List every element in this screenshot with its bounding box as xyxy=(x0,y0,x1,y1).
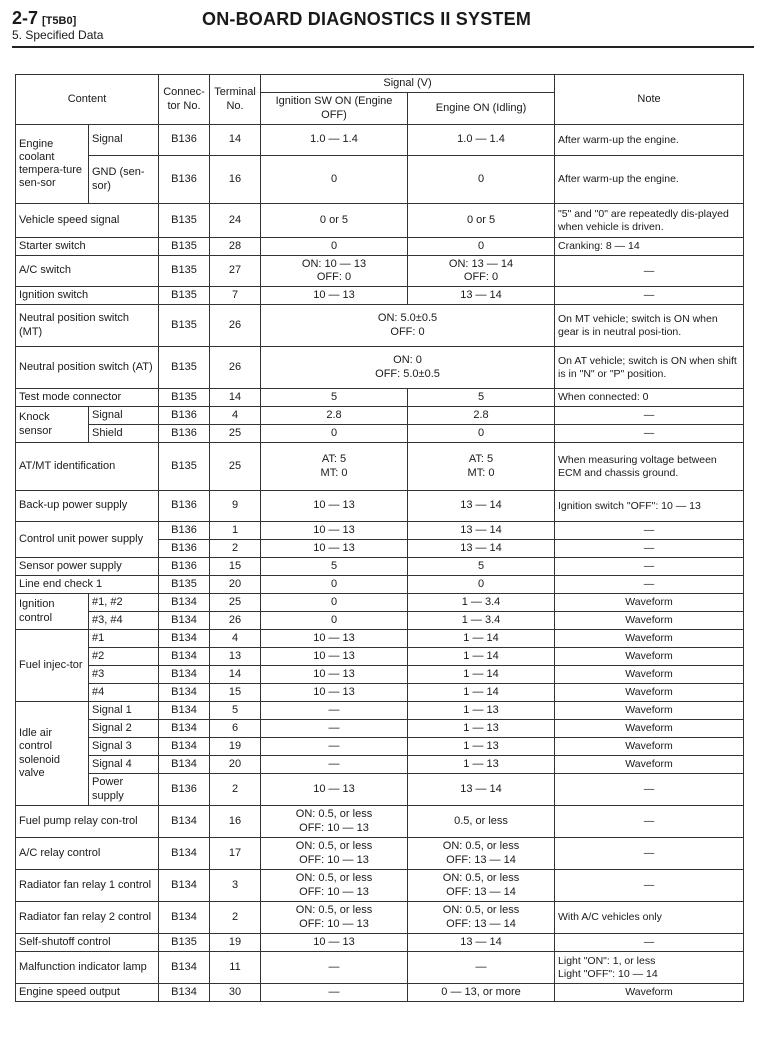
signal-engine-on: 0 xyxy=(408,156,555,204)
connector-no: B135 xyxy=(159,576,210,594)
table-row xyxy=(16,156,744,204)
row-label: Engine speed output xyxy=(16,984,159,1002)
note-cell: Waveform xyxy=(555,630,744,648)
table-body xyxy=(16,125,744,1002)
table-row xyxy=(16,806,744,838)
signal-engine-on: 0 xyxy=(408,238,555,256)
connector-no: B135 xyxy=(159,934,210,952)
table-row xyxy=(16,934,744,952)
note-cell: — xyxy=(555,425,744,443)
connector-no: B136 xyxy=(159,774,210,806)
signal-engine-on: 13 — 14 xyxy=(408,287,555,305)
row-sub-label: GND (sen-sor) xyxy=(89,156,159,204)
signal-engine-on: 13 — 14 xyxy=(408,540,555,558)
note-cell: Waveform xyxy=(555,702,744,720)
note-cell: Light "ON": 1, or less Light "OFF": 10 — 14 xyxy=(555,952,744,984)
row-label: A/C relay control xyxy=(16,838,159,870)
terminal-no: 2 xyxy=(210,902,261,934)
table-row xyxy=(16,407,744,425)
header-rule xyxy=(12,46,754,48)
signal-engine-on: 0 or 5 xyxy=(408,204,555,238)
terminal-no: 14 xyxy=(210,666,261,684)
connector-no: B135 xyxy=(159,443,210,491)
row-label: Line end check 1 xyxy=(16,576,159,594)
row-label: Radiator fan relay 2 control xyxy=(16,902,159,934)
terminal-no: 6 xyxy=(210,720,261,738)
connector-no: B134 xyxy=(159,720,210,738)
row-sub-label: #1 xyxy=(89,630,159,648)
note-cell: — xyxy=(555,522,744,540)
row-label: Ignition switch xyxy=(16,287,159,305)
page-number-text: 2-7 xyxy=(12,8,39,28)
table-row xyxy=(16,720,744,738)
terminal-no: 16 xyxy=(210,156,261,204)
connector-no: B134 xyxy=(159,738,210,756)
header-signal: Signal (V) xyxy=(261,75,555,93)
connector-no: B134 xyxy=(159,594,210,612)
row-label: Vehicle speed signal xyxy=(16,204,159,238)
signal-engine-on: 1 — 13 xyxy=(408,702,555,720)
row-sub-label: Shield xyxy=(89,425,159,443)
row-label: A/C switch xyxy=(16,256,159,287)
note-cell: Waveform xyxy=(555,648,744,666)
signal-ignition-on: 10 — 13 xyxy=(261,522,408,540)
table-row xyxy=(16,870,744,902)
signal-ignition-on: ON: 0.5, or less OFF: 10 — 13 xyxy=(261,838,408,870)
connector-no: B135 xyxy=(159,305,210,347)
table-row xyxy=(16,984,744,1002)
header-ignition-on: Ignition SW ON (Engine OFF) xyxy=(261,93,408,125)
signal-ignition-on: ON: 10 — 13 OFF: 0 xyxy=(261,256,408,287)
table-row xyxy=(16,287,744,305)
terminal-no: 4 xyxy=(210,630,261,648)
table-row xyxy=(16,576,744,594)
signal-ignition-on: 10 — 13 xyxy=(261,684,408,702)
signal-engine-on: 1 — 3.4 xyxy=(408,594,555,612)
table-row xyxy=(16,666,744,684)
connector-no: B134 xyxy=(159,702,210,720)
table-row xyxy=(16,425,744,443)
connector-no: B135 xyxy=(159,347,210,389)
connector-no: B134 xyxy=(159,984,210,1002)
terminal-no: 15 xyxy=(210,558,261,576)
terminal-no: 4 xyxy=(210,407,261,425)
signal-ignition-on: ON: 0.5, or less OFF: 10 — 13 xyxy=(261,870,408,902)
signal-both: ON: 0 OFF: 5.0±0.5 xyxy=(261,347,555,389)
terminal-no: 20 xyxy=(210,756,261,774)
note-cell: Waveform xyxy=(555,738,744,756)
signal-ignition-on: 5 xyxy=(261,558,408,576)
signal-ignition-on: 0 xyxy=(261,425,408,443)
connector-no: B134 xyxy=(159,838,210,870)
signal-engine-on: 1 — 13 xyxy=(408,756,555,774)
signal-ignition-on: — xyxy=(261,738,408,756)
signal-engine-on: 1 — 14 xyxy=(408,684,555,702)
terminal-no: 17 xyxy=(210,838,261,870)
table-row xyxy=(16,238,744,256)
signal-engine-on: 13 — 14 xyxy=(408,934,555,952)
connector-no: B134 xyxy=(159,648,210,666)
signal-ignition-on: 10 — 13 xyxy=(261,287,408,305)
connector-no: B136 xyxy=(159,522,210,540)
row-sub-label: Signal 2 xyxy=(89,720,159,738)
terminal-no: 20 xyxy=(210,576,261,594)
terminal-no: 25 xyxy=(210,425,261,443)
connector-no: B136 xyxy=(159,558,210,576)
signal-ignition-on: 10 — 13 xyxy=(261,540,408,558)
terminal-no: 25 xyxy=(210,594,261,612)
signal-ignition-on: 0 xyxy=(261,594,408,612)
signal-engine-on: ON: 0.5, or less OFF: 13 — 14 xyxy=(408,838,555,870)
signal-ignition-on: 2.8 xyxy=(261,407,408,425)
signal-engine-on: 1 — 14 xyxy=(408,630,555,648)
row-sub-label: #3 xyxy=(89,666,159,684)
note-cell: — xyxy=(555,576,744,594)
connector-no: B134 xyxy=(159,870,210,902)
note-cell: Waveform xyxy=(555,666,744,684)
signal-engine-on: 13 — 14 xyxy=(408,522,555,540)
signal-ignition-on: ON: 0.5, or less OFF: 10 — 13 xyxy=(261,902,408,934)
signal-engine-on: 2.8 xyxy=(408,407,555,425)
signal-engine-on: 0 xyxy=(408,425,555,443)
signal-ignition-on: ON: 0.5, or less OFF: 10 — 13 xyxy=(261,806,408,838)
note-cell: — xyxy=(555,407,744,425)
note-cell: "5" and "0" are repeatedly dis-played when vehicle is driven. xyxy=(555,204,744,238)
table-row xyxy=(16,389,744,407)
connector-no: B136 xyxy=(159,156,210,204)
terminal-no: 11 xyxy=(210,952,261,984)
header-content: Content xyxy=(16,75,159,125)
terminal-no: 14 xyxy=(210,125,261,156)
table-row xyxy=(16,902,744,934)
signal-engine-on: 1 — 13 xyxy=(408,720,555,738)
signal-both: ON: 5.0±0.5 OFF: 0 xyxy=(261,305,555,347)
connector-no: B135 xyxy=(159,204,210,238)
table-row xyxy=(16,952,744,984)
signal-engine-on: 5 xyxy=(408,389,555,407)
row-sub-label: Power supply xyxy=(89,774,159,806)
signal-ignition-on: — xyxy=(261,952,408,984)
terminal-no: 3 xyxy=(210,870,261,902)
table-row xyxy=(16,522,744,540)
page-header xyxy=(12,8,754,48)
terminal-no: 25 xyxy=(210,443,261,491)
signal-ignition-on: — xyxy=(261,756,408,774)
header-terminal: Terminal No. xyxy=(210,75,261,125)
signal-engine-on: 1 — 3.4 xyxy=(408,612,555,630)
table-row xyxy=(16,756,744,774)
note-cell: On AT vehicle; switch is ON when shift is in "N" or "P" position. xyxy=(555,347,744,389)
table-row xyxy=(16,125,744,156)
row-label: Control unit power supply xyxy=(16,522,159,558)
signal-ignition-on: 10 — 13 xyxy=(261,648,408,666)
terminal-no: 2 xyxy=(210,774,261,806)
row-sub-label: #4 xyxy=(89,684,159,702)
note-cell: — xyxy=(555,934,744,952)
signal-ignition-on: AT: 5 MT: 0 xyxy=(261,443,408,491)
note-cell: — xyxy=(555,838,744,870)
table-row xyxy=(16,305,744,347)
signal-ignition-on: — xyxy=(261,984,408,1002)
connector-no: B134 xyxy=(159,806,210,838)
note-cell: — xyxy=(555,806,744,838)
terminal-no: 14 xyxy=(210,389,261,407)
table-row xyxy=(16,774,744,806)
row-label: Radiator fan relay 1 control xyxy=(16,870,159,902)
row-label: Self-shutoff control xyxy=(16,934,159,952)
signal-engine-on: AT: 5 MT: 0 xyxy=(408,443,555,491)
table-row xyxy=(16,443,744,491)
signal-engine-on: 13 — 14 xyxy=(408,491,555,522)
row-sub-label: Signal xyxy=(89,125,159,156)
terminal-no: 24 xyxy=(210,204,261,238)
terminal-no: 7 xyxy=(210,287,261,305)
connector-no: B134 xyxy=(159,952,210,984)
signal-engine-on: 13 — 14 xyxy=(408,774,555,806)
row-group-label: Engine coolant tempera-ture sen-sor xyxy=(16,125,89,204)
note-cell: When measuring voltage between ECM and chassis ground. xyxy=(555,443,744,491)
page-code: [T5B0] xyxy=(42,15,77,27)
section-subtitle: 5. Specified Data xyxy=(12,28,104,42)
row-label: Sensor power supply xyxy=(16,558,159,576)
note-cell: — xyxy=(555,870,744,902)
note-cell: On MT vehicle; switch is ON when gear is in neutral posi-tion. xyxy=(555,305,744,347)
signal-ignition-on: 10 — 13 xyxy=(261,491,408,522)
terminal-no: 26 xyxy=(210,305,261,347)
terminal-no: 27 xyxy=(210,256,261,287)
row-label: Malfunction indicator lamp xyxy=(16,952,159,984)
signal-engine-on: ON: 13 — 14 OFF: 0 xyxy=(408,256,555,287)
header-note: Note xyxy=(555,75,744,125)
header-connector: Connec-tor No. xyxy=(159,75,210,125)
page-number xyxy=(12,8,76,29)
row-sub-label: #2 xyxy=(89,648,159,666)
terminal-no: 5 xyxy=(210,702,261,720)
note-cell: — xyxy=(555,287,744,305)
row-sub-label: Signal 4 xyxy=(89,756,159,774)
signal-ignition-on: — xyxy=(261,720,408,738)
row-label: Neutral position switch (MT) xyxy=(16,305,159,347)
row-label: Neutral position switch (AT) xyxy=(16,347,159,389)
page-title: ON-BOARD DIAGNOSTICS II SYSTEM xyxy=(202,9,532,29)
terminal-no: 15 xyxy=(210,684,261,702)
signal-ignition-on: 0 xyxy=(261,612,408,630)
table-row xyxy=(16,256,744,287)
note-cell: Waveform xyxy=(555,756,744,774)
connector-no: B135 xyxy=(159,389,210,407)
note-cell: Cranking: 8 — 14 xyxy=(555,238,744,256)
signal-engine-on: ON: 0.5, or less OFF: 13 — 14 xyxy=(408,902,555,934)
signal-engine-on: 1.0 — 1.4 xyxy=(408,125,555,156)
connector-no: B136 xyxy=(159,491,210,522)
note-cell: — xyxy=(555,774,744,806)
table-row xyxy=(16,612,744,630)
table-row xyxy=(16,648,744,666)
signal-ignition-on: — xyxy=(261,702,408,720)
signal-engine-on: 1 — 13 xyxy=(408,738,555,756)
terminal-no: 26 xyxy=(210,347,261,389)
signal-engine-on: — xyxy=(408,952,555,984)
connector-no: B134 xyxy=(159,666,210,684)
signal-engine-on: 1 — 14 xyxy=(408,648,555,666)
terminal-no: 30 xyxy=(210,984,261,1002)
row-group-label: Fuel injec-tor xyxy=(16,630,89,702)
table-row xyxy=(16,684,744,702)
signal-engine-on: 0 — 13, or more xyxy=(408,984,555,1002)
row-label: AT/MT identification xyxy=(16,443,159,491)
header-engine-on: Engine ON (Idling) xyxy=(408,93,555,125)
terminal-no: 19 xyxy=(210,934,261,952)
note-cell: When connected: 0 xyxy=(555,389,744,407)
signal-ignition-on: 5 xyxy=(261,389,408,407)
signal-engine-on: 1 — 14 xyxy=(408,666,555,684)
terminal-no: 9 xyxy=(210,491,261,522)
note-cell: Waveform xyxy=(555,984,744,1002)
row-sub-label: Signal 1 xyxy=(89,702,159,720)
signal-engine-on: ON: 0.5, or less OFF: 13 — 14 xyxy=(408,870,555,902)
connector-no: B136 xyxy=(159,540,210,558)
table-row xyxy=(16,491,744,522)
row-label: Starter switch xyxy=(16,238,159,256)
signal-ignition-on: 10 — 13 xyxy=(261,774,408,806)
connector-no: B135 xyxy=(159,287,210,305)
signal-ignition-on: 0 xyxy=(261,156,408,204)
connector-no: B134 xyxy=(159,756,210,774)
note-cell: With A/C vehicles only xyxy=(555,902,744,934)
note-cell: After warm-up the engine. xyxy=(555,125,744,156)
note-cell: Waveform xyxy=(555,720,744,738)
note-cell: — xyxy=(555,540,744,558)
note-cell: After warm-up the engine. xyxy=(555,156,744,204)
row-sub-label: Signal 3 xyxy=(89,738,159,756)
row-group-label: Knock sensor xyxy=(16,407,89,443)
note-cell: — xyxy=(555,256,744,287)
note-cell: Waveform xyxy=(555,612,744,630)
connector-no: B134 xyxy=(159,630,210,648)
table-row xyxy=(16,594,744,612)
connector-no: B136 xyxy=(159,425,210,443)
row-label: Fuel pump relay con-trol xyxy=(16,806,159,838)
signal-ignition-on: 10 — 13 xyxy=(261,666,408,684)
connector-no: B136 xyxy=(159,125,210,156)
signal-ignition-on: 10 — 13 xyxy=(261,630,408,648)
table-row xyxy=(16,204,744,238)
signal-engine-on: 0 xyxy=(408,576,555,594)
signal-engine-on: 5 xyxy=(408,558,555,576)
signal-engine-on: 0.5, or less xyxy=(408,806,555,838)
row-sub-label: Signal xyxy=(89,407,159,425)
signal-ignition-on: 0 or 5 xyxy=(261,204,408,238)
terminal-no: 19 xyxy=(210,738,261,756)
signal-ignition-on: 10 — 13 xyxy=(261,934,408,952)
terminal-no: 16 xyxy=(210,806,261,838)
note-cell: Ignition switch "OFF": 10 — 13 xyxy=(555,491,744,522)
connector-no: B135 xyxy=(159,256,210,287)
note-cell: Waveform xyxy=(555,684,744,702)
table-row xyxy=(16,347,744,389)
terminal-no: 13 xyxy=(210,648,261,666)
connector-no: B134 xyxy=(159,684,210,702)
table-row xyxy=(16,630,744,648)
signal-ignition-on: 1.0 — 1.4 xyxy=(261,125,408,156)
terminal-no: 28 xyxy=(210,238,261,256)
connector-no: B136 xyxy=(159,407,210,425)
row-group-label: Idle air control solenoid valve xyxy=(16,702,89,806)
connector-no: B134 xyxy=(159,902,210,934)
table-row xyxy=(16,738,744,756)
terminal-no: 26 xyxy=(210,612,261,630)
signal-ignition-on: 0 xyxy=(261,576,408,594)
terminal-no: 1 xyxy=(210,522,261,540)
connector-no: B134 xyxy=(159,612,210,630)
row-sub-label: #3, #4 xyxy=(89,612,159,630)
specified-data-table xyxy=(15,74,744,1002)
table-row xyxy=(16,702,744,720)
row-label: Test mode connector xyxy=(16,389,159,407)
connector-no: B135 xyxy=(159,238,210,256)
note-cell: Waveform xyxy=(555,594,744,612)
row-label: Back-up power supply xyxy=(16,491,159,522)
table-row xyxy=(16,838,744,870)
row-group-label: Ignition control xyxy=(16,594,89,630)
table-row xyxy=(16,558,744,576)
terminal-no: 2 xyxy=(210,540,261,558)
row-sub-label: #1, #2 xyxy=(89,594,159,612)
signal-ignition-on: 0 xyxy=(261,238,408,256)
note-cell: — xyxy=(555,558,744,576)
